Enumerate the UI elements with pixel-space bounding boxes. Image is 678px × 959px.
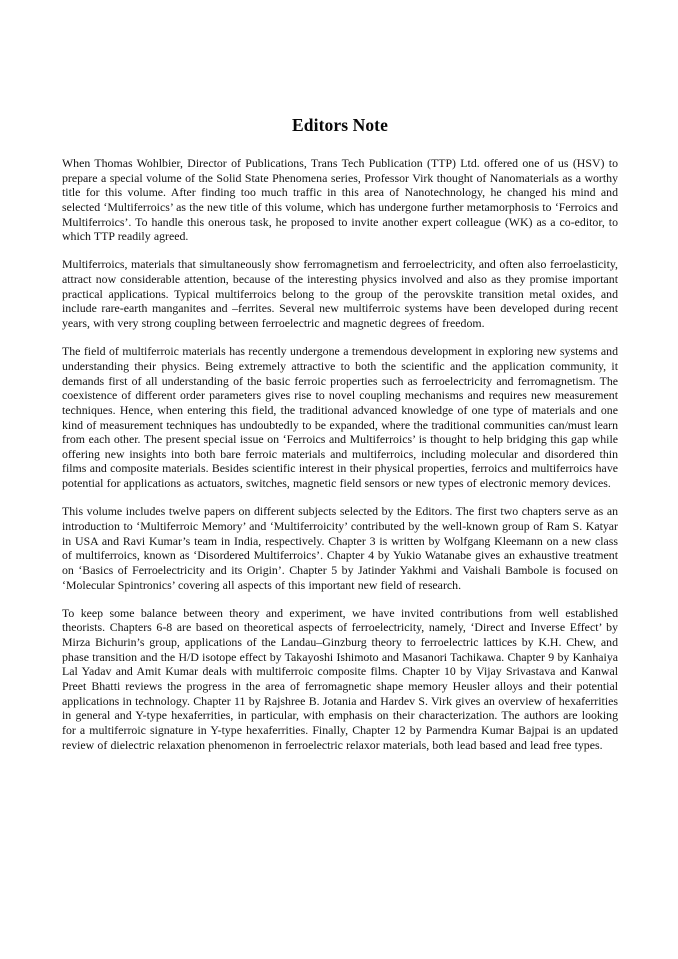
paragraph-4: This volume includes twelve papers on different subjects selected by the Editors. The first two chapters serve as an introduction to ‘Multiferroic Memory’ and ‘Multiferroicity’ contributed by the well-known group of Ram S. Katyar in USA and Ravi Kumar’s team in India, respectively. Chapter 3 is written by Wolfgang Kleemann on a new class of multiferroics, known as ‘Disordered Multiferroics’. Chapter 4 by Yukio Watanabe gives an exhaustive treatment on ‘Basics of Ferroelectricity and its Origin’. Chapter 5 by Jatinder Yakhmi and Vaishali Bambole is focused on ‘Molecular Spintronics’ covering all aspects of this important new field of research. [62,504,618,592]
paragraph-1: When Thomas Wohlbier, Director of Publications, Trans Tech Publication (TTP) Ltd. offered one of us (HSV) to prepare a special volume of the Solid State Phenomena series, Professor Virk thought of Nanomaterials as a worthy title for this volume. After finding too much traffic in this area of Nanotechnology, he changed his mind and selected ‘Multiferroics’ as the new title of this volume, which has undergone further metamorphosis to ‘Ferroics and Multiferroics’. To handle this onerous task, he proposed to invite another expert colleague (WK) as a co-editor, to which TTP readily agreed. [62,156,618,244]
page-title: Editors Note [292,115,388,135]
paragraph-5: To keep some balance between theory and experiment, we have invited contributions from well established theorists. Chapters 6-8 are based on theoretical aspects of ferroelectricity, namely, ‘Direct and Inverse Effect’ by Mirza Bichurin’s group, applications of the Landau–Ginzburg theory to ferroelectric lattices by K.H. Chew, and phase transition and the H/D isotope effect by Takayoshi Ishimoto and Masanori Tachikawa. Chapter 9 by Kanhaiya Lal Yadav and Amit Kumar deals with multiferroic composite films. Chapter 10 by Vijay Srivastava and Kanwal Preet Bhatti reviews the progress in the area of ferromagnetic shape memory Heusler alloys and their potential applications in technology. Chapter 11 by Rajshree B. Jotania and Hardev S. Virk gives an overview of hexaferrities in general and Y-type hexaferrities, in particular, with emphasis on their characterization. The authors are looking for a multiferroic signature in Y-type hexaferrities. Finally, Chapter 12 by Parmendra Kumar Bajpai is an updated review of dielectric relaxation phenomenon in ferroelectric relaxor materials, both lead based and lead free types. [62,605,618,752]
paragraph-2: Multiferroics, materials that simultaneously show ferromagnetism and ferroelectricity, and often also ferroelasticity, attract now considerable attention, because of the interesting physics involved and also as they promise important practical applications. Typical multiferroics belong to the group of the perovskite transition metal oxides, and include rare-earth manganites and –ferrites. Several new multiferroic systems have been developed during recent years, with very strong coupling between ferroelectric and magnetic degrees of freedom. [62,257,618,331]
paragraph-3: The field of multiferroic materials has recently undergone a tremendous development in exploring new systems and understanding their physics. Being extremely attractive to both the scientific and the application community, it demands first of all understanding of the basic ferroic properties such as ferroelectricity and ferromagnetism. The coexistence of different order parameters gives rise to novel coupling mechanisms and requires new measurement techniques. Hence, when entering this field, the traditional advanced knowledge of one type of materials and one kind of measurement techniques has undoubtedly to be expanded, where the traditional communities can/must learn from each other. The present special issue on ‘Ferroics and Multiferroics’ is thought to help bridging this gap while offering new insights into both bare ferroic materials and multiferroics, including molecular and disordered thin films and composite materials. Besides scientific interest in their physical properties, ferroics and multiferroics have potential for applications as actuators, switches, magnetic field sensors or new types of electronic memory devices. [62,344,618,491]
body-text [62,136,618,752]
page-content [62,0,618,752]
